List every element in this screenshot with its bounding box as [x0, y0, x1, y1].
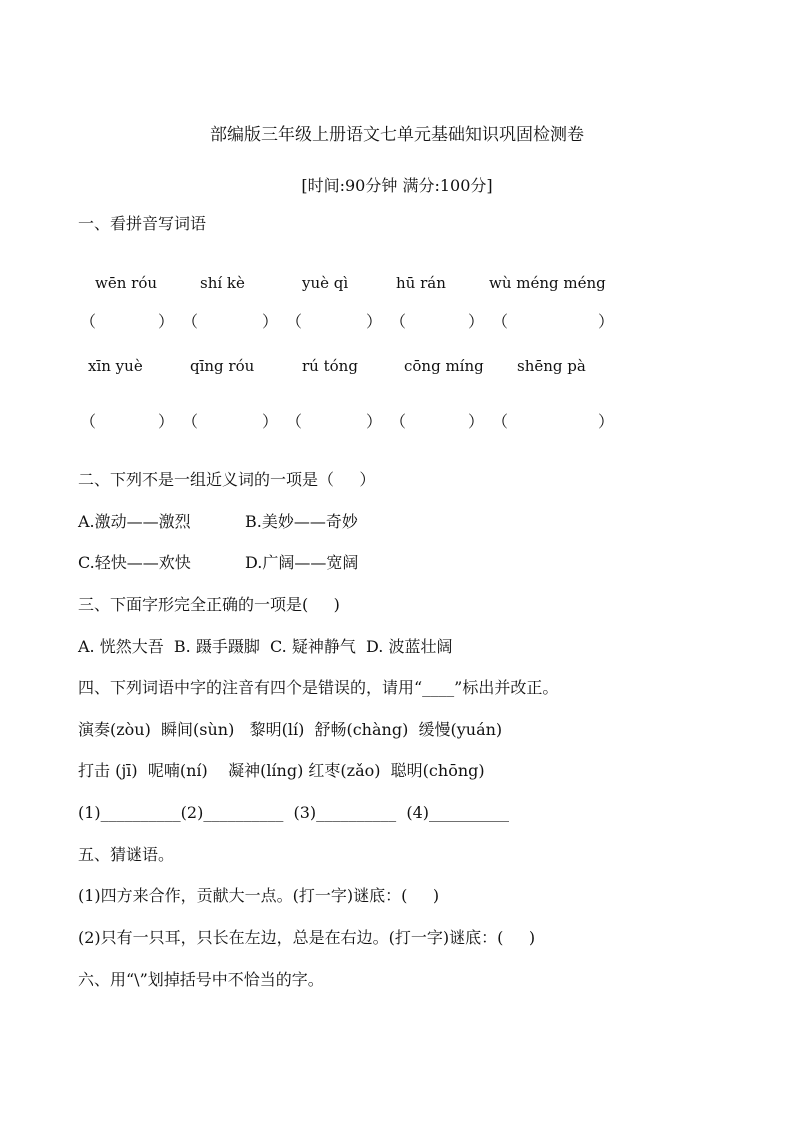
pinyin-9: cōng míng	[404, 357, 484, 375]
pinyin-2: shí kè	[200, 274, 245, 292]
bracket-close: ）	[468, 312, 485, 331]
riddle-1: (1)四方来合作，贡献大一点。(打一字)谜底：( )	[78, 886, 440, 905]
pinyin-words-line-2: 打击 (jī) 呢喃(ní) 凝神(líng) 红枣(zǎo) 聪明(chōng)	[78, 761, 485, 780]
bracket-close: ）	[366, 312, 383, 331]
option-d: D.广阔——宽阔	[245, 553, 359, 572]
pinyin-words-line-1: 演奏(zòu) 瞬间(sùn) 黎明(lí) 舒畅(chàng) 缓慢(yuán)	[78, 720, 503, 739]
correction-blanks: (1)__________(2)__________ (3)__________ (4)__________	[78, 803, 509, 822]
bracket-close: ）	[262, 312, 279, 331]
pinyin-6: xīn yuè	[88, 357, 143, 375]
bracket-open: （	[492, 412, 509, 431]
option-a: A.激动——激烈	[78, 512, 191, 531]
bracket-open: （	[80, 312, 97, 331]
bracket-open: （	[286, 312, 303, 331]
bracket-open: （	[390, 312, 407, 331]
bracket-open: （	[182, 312, 199, 331]
pinyin-1: wēn róu	[95, 274, 158, 292]
exam-meta: [时间:90分钟 满分:100分]	[301, 176, 493, 195]
section-6-heading: 六、用“\”划掉括号中不恰当的字。	[78, 970, 324, 989]
pinyin-10: shēng pà	[517, 357, 586, 375]
bracket-open: （	[182, 412, 199, 431]
section-1-heading: 一、看拼音写词语	[78, 214, 207, 233]
section-5-heading: 五、猜谜语。	[78, 845, 175, 864]
bracket-open: （	[492, 312, 509, 331]
bracket-close: ）	[468, 412, 485, 431]
option-c: C.轻快——欢快	[78, 553, 191, 572]
pinyin-7: qīng róu	[190, 357, 255, 375]
pinyin-8: rú tóng	[302, 357, 358, 375]
pinyin-3: yuè qì	[302, 274, 349, 292]
document-title: 部编版三年级上册语文七单元基础知识巩固检测卷	[210, 125, 584, 145]
bracket-close: ）	[158, 412, 175, 431]
riddle-2: (2)只有一只耳，只长在左边，总是在右边。(打一字)谜底：( )	[78, 928, 536, 947]
section-4-heading: 四、下列词语中字的注音有四个是错误的，请用“____”标出并改正。	[78, 678, 559, 697]
bracket-close: ）	[262, 412, 279, 431]
section-2-heading: 二、下列不是一组近义词的一项是（ ）	[78, 470, 376, 489]
option-b: B.美妙——奇妙	[245, 512, 358, 531]
bracket-open: （	[80, 412, 97, 431]
section-3-heading: 三、下面字形完全正确的一项是( )	[78, 595, 340, 614]
bracket-close: ）	[598, 312, 615, 331]
pinyin-4: hū rán	[396, 274, 446, 292]
bracket-close: ）	[366, 412, 383, 431]
bracket-open: （	[286, 412, 303, 431]
bracket-close: ）	[158, 312, 175, 331]
pinyin-5: wù méng méng	[489, 274, 606, 292]
bracket-open: （	[390, 412, 407, 431]
bracket-close: ）	[598, 412, 615, 431]
section-3-options: A. 恍然大吾 B. 蹑手蹑脚 C. 疑神静气 D. 波蓝壮阔	[78, 637, 453, 656]
